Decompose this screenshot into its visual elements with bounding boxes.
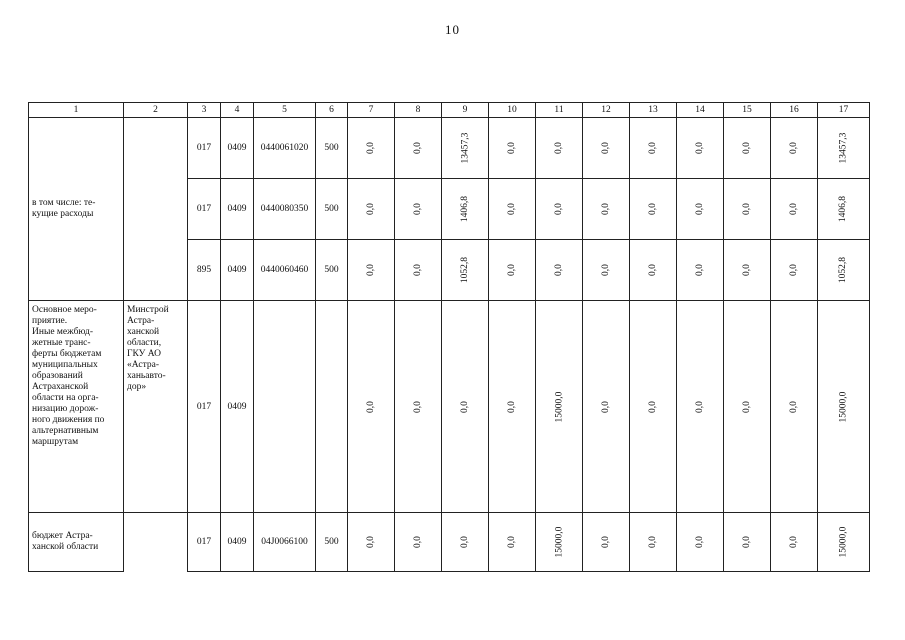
blank-cell [124,513,188,572]
value-cell [630,513,677,572]
code-cell: 500 [316,118,348,179]
value-cell [489,301,536,513]
value-text: 15000,0 [554,526,564,558]
value-text: 0,0 [742,400,752,413]
code-cell: 0409 [221,513,254,572]
value-text: 0,0 [789,536,799,548]
value-text: 0,0 [366,264,376,276]
value-text: 0,0 [460,400,470,413]
code-cell: 0440060460 [254,240,316,301]
value-text: 0,0 [507,536,517,548]
value-cell [724,118,771,179]
value-cell [771,513,818,572]
value-cell [489,513,536,572]
value-cell [583,118,630,179]
value-text: 0,0 [601,203,611,215]
value-cell [348,118,395,179]
code-cell: 0409 [221,118,254,179]
header-cell: 6 [316,103,348,118]
header-cell: 11 [536,103,583,118]
code-cell: 04J0066100 [254,513,316,572]
value-cell [489,179,536,240]
value-cell [677,240,724,301]
value-text: 0,0 [648,203,658,215]
value-text: 0,0 [601,264,611,276]
value-text: 0,0 [648,536,658,548]
value-cell [677,513,724,572]
value-cell [536,240,583,301]
code-cell: 0409 [221,179,254,240]
code-cell: 017 [188,118,221,179]
value-text: 13457,3 [460,132,470,164]
value-text: 0,0 [648,264,658,276]
value-text: 0,0 [460,536,470,548]
value-cell [630,301,677,513]
value-cell [442,118,489,179]
responsible-cell [124,118,188,301]
value-text: 0,0 [789,142,799,154]
value-text: 0,0 [695,142,705,154]
value-text: 0,0 [648,400,658,413]
value-text: 0,0 [413,203,423,215]
header-cell: 17 [818,103,870,118]
value-cell [818,301,870,513]
code-cell: 0440061020 [254,118,316,179]
description-text: в том числе: те- кущие расходы [32,198,96,219]
value-cell [771,118,818,179]
header-cell: 8 [395,103,442,118]
value-cell [677,179,724,240]
value-text: 0,0 [366,142,376,154]
value-text: 0,0 [413,264,423,276]
code-cell [316,301,348,513]
value-text: 0,0 [742,536,752,548]
value-cell [489,240,536,301]
value-text: 0,0 [601,142,611,154]
value-text: 0,0 [413,142,423,154]
value-cell [677,301,724,513]
value-text: 0,0 [601,400,611,413]
header-cell: 7 [348,103,395,118]
item-description [29,118,124,301]
value-text: 0,0 [742,264,752,276]
value-cell [395,301,442,513]
page-number: 10 [445,22,460,37]
value-text: 0,0 [789,400,799,413]
budget-table [28,102,870,572]
value-cell [489,118,536,179]
value-cell [818,179,870,240]
header-cell: 16 [771,103,818,118]
value-text: 0,0 [695,536,705,548]
description-text: бюджет Астра- ханской области [32,531,99,552]
value-text: 0,0 [507,142,517,154]
header-cell: 13 [630,103,677,118]
value-cell [442,301,489,513]
value-text: 1406,8 [460,195,470,223]
value-cell [536,179,583,240]
value-text: 0,0 [366,536,376,548]
value-text: 0,0 [742,142,752,154]
value-text: 0,0 [366,400,376,413]
value-cell [536,513,583,572]
header-cell: 12 [583,103,630,118]
value-cell [348,240,395,301]
value-text: 15000,0 [838,526,849,558]
value-text: 0,0 [507,400,517,413]
code-cell [254,301,316,513]
value-text: 13457,3 [838,132,849,164]
value-text: 0,0 [695,400,705,413]
value-cell [395,179,442,240]
value-cell [771,179,818,240]
header-cell: 15 [724,103,771,118]
responsible-text: Минстрой Астра- ханской области, ГКУ АО «Астра- ханьавто- дор» [127,305,169,392]
header-cell: 9 [442,103,489,118]
value-text: 0,0 [507,264,517,276]
value-text: 0,0 [742,203,752,215]
code-cell: 500 [316,240,348,301]
item-description [29,301,124,513]
value-cell [442,513,489,572]
code-cell: 895 [188,240,221,301]
value-text: 0,0 [366,203,376,215]
value-cell [395,513,442,572]
value-cell [395,240,442,301]
value-text: 0,0 [648,142,658,154]
code-cell: 0409 [221,301,254,513]
value-cell [395,118,442,179]
header-row [29,103,870,118]
value-text: 0,0 [789,264,799,276]
code-cell: 500 [316,179,348,240]
table-row [29,513,870,572]
value-cell [630,118,677,179]
value-text: 0,0 [695,203,705,215]
value-text: 15000,0 [838,391,849,422]
value-text: 0,0 [413,400,423,413]
value-text: 0,0 [554,203,564,215]
value-cell [583,240,630,301]
value-cell [348,301,395,513]
code-cell: 017 [188,179,221,240]
code-cell: 0409 [221,240,254,301]
value-cell [724,513,771,572]
value-cell [536,301,583,513]
value-text: 0,0 [413,536,423,548]
header-cell: 5 [254,103,316,118]
value-text: 1406,8 [838,195,849,223]
header-cell: 2 [124,103,188,118]
header-cell: 14 [677,103,724,118]
value-cell [630,240,677,301]
header-cell: 10 [489,103,536,118]
responsible-cell [124,301,188,513]
value-cell [771,301,818,513]
value-cell [536,118,583,179]
value-cell [442,179,489,240]
value-text: 15000,0 [554,391,564,422]
value-cell [818,513,870,572]
value-text: 1052,8 [460,256,470,284]
value-cell [583,301,630,513]
value-cell [348,513,395,572]
value-text: 0,0 [554,142,564,154]
value-cell [724,240,771,301]
item-description [29,513,124,572]
code-cell: 017 [188,301,221,513]
value-text: 0,0 [695,264,705,276]
table-row [29,118,870,179]
value-cell [724,179,771,240]
table-row [29,301,870,513]
value-cell [583,513,630,572]
header-cell: 3 [188,103,221,118]
value-text: 0,0 [507,203,517,215]
value-cell [818,240,870,301]
description-text: Основное меро- приятие. Иные межбюд- жетные транс- ферты бюджетам муниципальных образований Астраханской области на орга- низацию дорож- ного движения по альтернативным маршрутам [32,305,105,447]
value-text: 1052,8 [838,256,849,284]
value-cell [442,240,489,301]
value-text: 0,0 [789,203,799,215]
code-cell: 500 [316,513,348,572]
value-cell [724,301,771,513]
value-text: 0,0 [601,536,611,548]
value-cell [348,179,395,240]
code-cell: 0440080350 [254,179,316,240]
value-text: 0,0 [554,264,564,276]
value-cell [630,179,677,240]
header-cell: 4 [221,103,254,118]
value-cell [818,118,870,179]
value-cell [771,240,818,301]
value-cell [583,179,630,240]
header-cell: 1 [29,103,124,118]
code-cell: 017 [188,513,221,572]
value-cell [677,118,724,179]
